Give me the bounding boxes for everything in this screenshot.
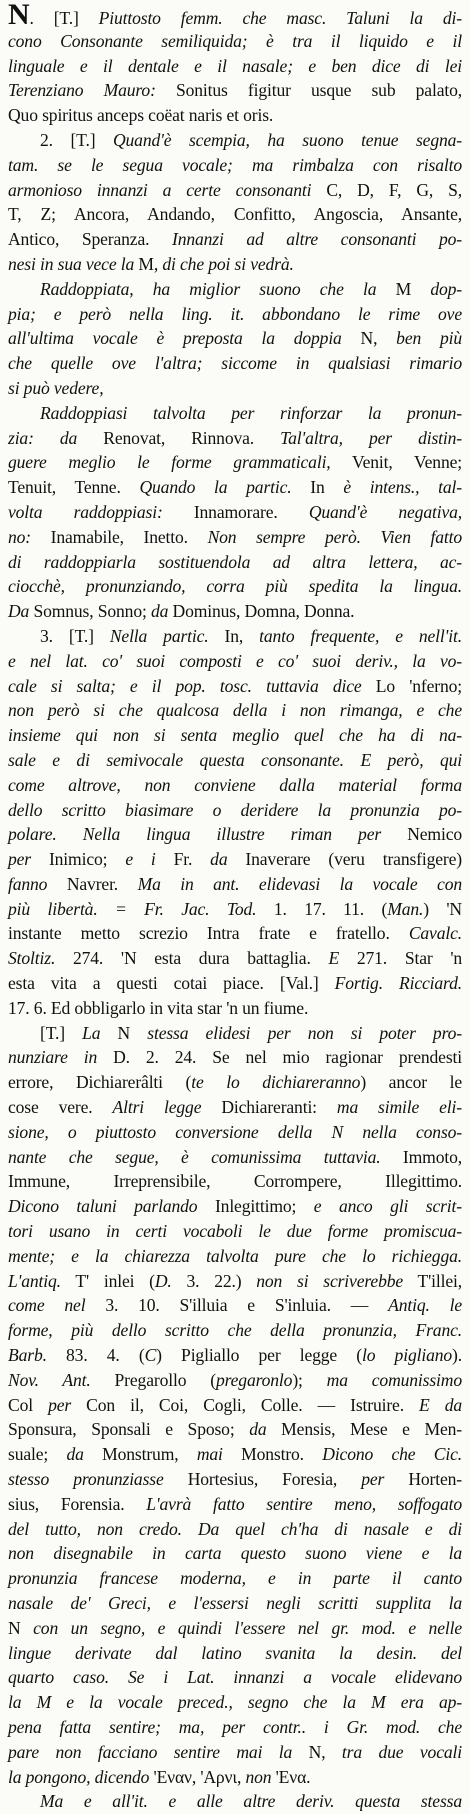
text-line <box>8 1740 462 1765</box>
text-line <box>8 351 462 376</box>
roman-segment: 3. [T.] <box>40 625 110 646</box>
text-line <box>8 1442 462 1467</box>
roman-segment: T' inlei ( <box>60 1270 155 1291</box>
text-line <box>8 1765 462 1790</box>
italic-segment: mai <box>196 1444 223 1465</box>
text-line <box>8 1517 462 1542</box>
text-line <box>8 29 462 54</box>
text-line <box>8 1665 462 1690</box>
roman-segment: Monstrum, <box>83 1444 197 1465</box>
roman-segment: Mensis, Mese e Men- <box>266 1419 462 1440</box>
text-line <box>8 1145 462 1170</box>
text-line <box>8 674 462 699</box>
italic-segment: più libertà. = Fr. Jac. Tod. <box>8 898 257 919</box>
italic-segment: Barb. <box>8 1345 47 1366</box>
italic-segment: da <box>150 601 169 622</box>
italic-segment: di raddoppiarla sostituendola ad altra lettera, ac- <box>8 551 462 572</box>
roman-segment: Dominus, Domna, Donna. <box>168 601 355 622</box>
italic-segment: ciocchè, pronunziando, corra più spedita la lingua. <box>8 576 462 597</box>
italic-segment: ben più <box>396 328 462 349</box>
text-line <box>8 1343 462 1368</box>
roman-segment: 3. 22.) <box>171 1270 257 1291</box>
text-line <box>8 773 462 798</box>
italic-segment: te lo dichiareranno <box>191 1072 361 1093</box>
italic-segment: non <box>245 1766 272 1787</box>
italic-segment: linguale e il dentale e il nasale; e ben dice di lei <box>8 55 462 76</box>
roman-segment: esta vita a questi cotai piace. [Val.] <box>8 973 335 994</box>
roman-segment: errore, Dichiarerâlti ( <box>8 1072 192 1093</box>
text-line <box>8 1566 462 1591</box>
italic-segment: tra due vocali <box>341 1741 462 1762</box>
italic-segment: per <box>8 849 32 870</box>
roman-segment: ) ancor le <box>360 1072 462 1093</box>
text-line <box>8 624 462 649</box>
italic-segment: Quand'è scempia, ha suono tenue segna- <box>112 129 462 150</box>
text-line <box>8 1789 462 1814</box>
italic-segment: è intens., tal- <box>343 477 463 498</box>
italic-segment: L'antiq. <box>8 1270 61 1291</box>
text-line <box>8 1021 462 1046</box>
text-line <box>8 971 462 996</box>
text-line <box>8 1244 462 1269</box>
text-line <box>8 54 462 79</box>
roman-segment: Sonitus figitur usque sub palato, <box>155 80 462 101</box>
text-line <box>8 1492 462 1517</box>
roman-segment: C, D, F, G, S, <box>311 179 462 200</box>
roman-segment: In <box>291 477 344 498</box>
italic-segment: Quand'è negativa, <box>308 501 463 522</box>
italic-segment: come altrove, non conviene dalla material forma <box>8 774 462 795</box>
roman-segment: 2. [T.] <box>40 129 113 150</box>
italic-segment: Altri legge <box>112 1097 202 1118</box>
italic-segment: sale e di semivocale questa consonante. E però, qui <box>8 749 462 770</box>
italic-segment: zia: da <box>8 427 78 448</box>
text-line <box>8 78 462 103</box>
text-line <box>8 1417 462 1442</box>
text-line <box>8 897 462 922</box>
text-line <box>8 1393 462 1418</box>
italic-segment: come nel <box>8 1295 86 1316</box>
text-line <box>8 698 462 723</box>
roman-segment: 1. 17. 11. ( <box>256 898 388 919</box>
roman-segment: Venit, Venne; <box>330 452 462 473</box>
text-line <box>8 847 462 872</box>
roman-segment: Col <box>8 1394 49 1415</box>
entry-text <box>8 0 463 1814</box>
roman-segment: Navrer. <box>47 873 138 894</box>
italic-segment: che quelle ove l'altra; siccome in qualsiasi rimario <box>8 353 462 374</box>
roman-segment: instante metto screzio Intra frate e fratello. <box>8 923 409 944</box>
roman-segment: Immoto, <box>380 1146 462 1167</box>
italic-segment: e anco gli scrit- <box>313 1196 462 1217</box>
roman-segment: 83. 4. ( <box>46 1345 145 1366</box>
roman-segment: [T.] <box>40 1022 83 1043</box>
roman-segment: 17. 6. Ed obbligarlo in vita star 'n un fiume. <box>8 997 309 1018</box>
roman-segment: ). <box>452 1345 462 1366</box>
italic-segment: all'ultima vocale è preposta la doppia <box>8 328 342 349</box>
italic-segment: per <box>48 1394 72 1415</box>
roman-segment: Tenuit, Tenne. <box>8 477 140 498</box>
italic-segment: nasale de' Greci, e l'essersi negli scritti supplita la <box>8 1593 462 1613</box>
roman-segment: M <box>376 278 431 299</box>
italic-segment: Nella partic. <box>109 625 209 646</box>
roman-segment: 'Ενα. <box>271 1766 311 1787</box>
italic-segment: Dicono taluni parlando <box>8 1196 198 1217</box>
italic-segment: Man. <box>387 898 424 919</box>
italic-segment: polare. Nella lingua illustre riman per <box>8 824 382 845</box>
roman-segment: T, Z; Ancora, Andando, Confitto, Angoscia, Ansante, <box>8 204 462 225</box>
roman-segment: T'illei, <box>403 1270 462 1291</box>
text-line <box>8 1169 462 1194</box>
italic-segment: ma simile eli- <box>336 1097 462 1118</box>
text-line <box>8 525 462 550</box>
italic-segment: E <box>328 948 340 969</box>
roman-segment: N, <box>341 328 397 349</box>
italic-segment: da <box>210 849 228 870</box>
text-line <box>8 1293 462 1318</box>
text-line <box>8 1591 462 1616</box>
italic-segment: Tal'altra, per distin- <box>280 427 462 448</box>
italic-segment: pena fatta sentire; ma, per contr.. i Gr. mod. che <box>8 1716 462 1737</box>
text-line <box>8 153 462 178</box>
text-line <box>8 798 462 823</box>
italic-segment: Ma e all'it. e alle altre deriv. questa stessa <box>40 1791 462 1812</box>
text-line <box>8 1045 462 1070</box>
italic-segment: Innanzi ad altre consonanti po- <box>171 229 462 250</box>
italic-segment: cono Consonante semiliquida; è tra il liquido e il <box>8 30 462 51</box>
text-line <box>8 450 462 475</box>
text-line <box>8 1368 462 1393</box>
italic-segment: tanto frequente, e nell'it. <box>259 625 462 646</box>
italic-segment: da <box>249 1419 267 1440</box>
roman-segment: N, <box>292 1741 342 1762</box>
text-line <box>8 649 462 674</box>
roman-segment: Con il, Coi, Cogli, Colle. — Istruire. <box>71 1394 420 1415</box>
text-line <box>8 723 462 748</box>
text-line <box>8 302 462 327</box>
text-line <box>8 376 462 401</box>
text-line <box>8 500 462 525</box>
roman-segment: Inaverare (veru transfigere) <box>227 849 462 870</box>
text-line <box>8 748 462 773</box>
roman-segment: Inimico; <box>31 849 126 870</box>
italic-segment: si può vedere, <box>8 377 104 398</box>
text-line <box>8 550 462 575</box>
roman-segment: Dichiareranti: <box>201 1097 337 1118</box>
roman-segment: 271. Star 'n <box>339 948 462 969</box>
roman-segment: Immune, Irreprensibile, Corrompere, Illegittimo. <box>8 1171 462 1192</box>
italic-segment: non disegnabile in carta questo suono viene e la <box>8 1543 462 1564</box>
italic-segment: nesi in sua vece la <box>8 253 135 274</box>
italic-segment: Raddoppiasi talvolta per rinforzar la pronun- <box>40 402 462 423</box>
italic-segment: la pongono, dicendo <box>8 1766 150 1787</box>
roman-segment: Inamabile, Inetto. <box>31 526 208 547</box>
italic-segment: stessa elidesi per non si poter pro- <box>147 1022 462 1043</box>
italic-segment: non si scriverebbe <box>256 1270 404 1291</box>
italic-segment: del tutto, non credo. Da quel ch'ha di nasale e di <box>8 1518 462 1539</box>
italic-segment: stesso pronunziasse <box>8 1469 164 1490</box>
roman-segment: Hortesius, Foresia, <box>163 1469 362 1490</box>
roman-segment: 3. 10. S'illuia e S'inluia. — <box>85 1295 389 1316</box>
roman-segment: D. 2. 24. Se nel mio ragionar prendesti <box>97 1047 462 1068</box>
roman-segment: Monstro. <box>222 1444 323 1465</box>
italic-segment: lingue derivate dal latino svanita la desin. del <box>8 1642 462 1663</box>
italic-segment: Raddoppiata, ha miglior suono che la <box>40 278 377 299</box>
roman-segment: Lo 'nferno; <box>361 675 462 696</box>
text-line <box>8 1715 462 1740</box>
italic-segment: Stoltiz. <box>8 948 56 969</box>
italic-segment: Ma in ant. elidevasi la vocale con <box>137 873 462 894</box>
text-line <box>8 1690 462 1715</box>
italic-segment: E da <box>419 1394 463 1415</box>
italic-segment: con un segno, e quindi l'essere nel gr. mod. e nelle <box>33 1617 462 1638</box>
text-line <box>8 1120 462 1145</box>
italic-segment: no: <box>8 526 32 547</box>
roman-segment: cose vere. <box>8 1097 113 1118</box>
text-line <box>8 599 462 624</box>
text-line <box>8 1269 462 1294</box>
roman-segment: sius, Forensia. <box>8 1493 147 1514</box>
italic-segment: non però si che qualcosa della i non rimanga, e che <box>8 700 462 721</box>
entry-headword: N <box>8 0 30 31</box>
roman-segment: Inlegittimo; <box>197 1196 314 1217</box>
text-line <box>8 475 462 500</box>
text-line <box>8 202 462 227</box>
roman-segment: suale; <box>8 1444 67 1465</box>
italic-segment: Fortig. Ricciard. <box>334 973 462 994</box>
italic-segment: dello scritto biasimare o deridere la pronunzia po- <box>8 799 462 820</box>
italic-segment: Nov. Ant. <box>8 1369 91 1390</box>
italic-segment: lo pigliano <box>361 1345 453 1366</box>
roman-segment: ) Pigliallo per legge ( <box>156 1345 362 1366</box>
roman-segment: 274. 'N esta dura battaglia. <box>55 948 329 969</box>
text-line: N. [T.] Piuttosto femm. che masc. Taluni la di- <box>8 0 462 31</box>
italic-segment: tam. se le segua vocale; ma rimbalza con risalto <box>8 154 462 175</box>
roman-segment: Pregarollo ( <box>90 1369 216 1390</box>
text-line <box>8 996 462 1021</box>
italic-segment: pia; e però nella ling. it. abbondano le rime ove <box>8 303 462 324</box>
text-line <box>8 1070 462 1095</box>
italic-segment: insieme qui non si senta meglio quel che ha di na- <box>8 725 462 746</box>
italic-segment: dop- <box>430 278 462 299</box>
italic-segment: per <box>361 1469 385 1490</box>
roman-segment: Somnus, Sonno; <box>29 601 151 622</box>
text-line <box>8 1194 462 1219</box>
italic-segment: pare non facciano sentire mai la <box>8 1741 293 1762</box>
roman-segment: N <box>100 1022 148 1043</box>
text-line <box>8 872 462 897</box>
text-line <box>8 326 462 351</box>
italic-segment: Antiq. le <box>388 1295 462 1316</box>
italic-segment: Dicono che Cic. <box>322 1444 463 1465</box>
italic-segment: la M e la vocale preced., segno che la M era ap- <box>8 1692 462 1713</box>
roman-segment: 'Εναν, 'Αρνι, <box>149 1766 246 1787</box>
italic-segment: Non sempre però. Vien fatto <box>207 526 462 547</box>
text-line <box>8 103 462 128</box>
roman-segment: ) 'N <box>423 898 462 919</box>
text-line <box>8 946 462 971</box>
roman-segment: N <box>8 1617 34 1638</box>
italic-segment: da <box>66 1444 84 1465</box>
roman-segment: Renovat, Rinnova. <box>77 427 281 448</box>
roman-segment: Horten- <box>384 1469 463 1490</box>
text-line <box>8 1318 462 1343</box>
italic-segment: nunziare in <box>8 1047 98 1068</box>
italic-segment: volta raddoppiasi: <box>8 501 163 522</box>
text-line <box>8 574 462 599</box>
italic-segment: Cavalc. <box>408 923 462 944</box>
roman-segment: Nemico <box>381 824 462 845</box>
text-line <box>8 1541 462 1566</box>
italic-segment: e nel lat. co' suoi composti e co' suoi deriv., la vo- <box>8 650 462 671</box>
roman-segment: Innamorare. <box>162 501 309 522</box>
text-line <box>8 1219 462 1244</box>
italic-segment: guere meglio le forme grammaticali, <box>8 452 331 473</box>
text-line <box>8 252 462 277</box>
italic-segment: fanno <box>8 873 48 894</box>
italic-segment: cale si salta; e il pop. tosc. tuttavia dice <box>8 675 362 696</box>
text-line <box>8 426 462 451</box>
italic-segment: sione, o piuttosto conversione della N nella conso- <box>8 1121 462 1142</box>
text-line <box>8 1467 462 1492</box>
text-line <box>8 921 462 946</box>
text-line <box>8 1616 462 1641</box>
italic-segment: quarto caso. Se i Lat. innanzi a vocale elidevano <box>8 1667 462 1688</box>
italic-segment: pregaronlo <box>215 1369 293 1390</box>
roman-segment: In, <box>208 625 260 646</box>
italic-segment: Da <box>8 601 30 622</box>
text-line <box>8 277 462 302</box>
italic-segment: di che poi si vedrà. <box>162 253 294 274</box>
italic-segment: mente; e la chiarezza talvolta pure che lo richiegga. <box>8 1245 462 1266</box>
italic-segment: L'avrà fatto sentire meno, soffogato <box>146 1493 462 1514</box>
italic-segment: ma comunissimo <box>326 1369 462 1390</box>
italic-segment: pronunzia francese moderna, e in parte il canto <box>8 1568 462 1589</box>
italic-segment: armonioso innanzi a certe consonanti <box>8 179 312 200</box>
text-line <box>8 401 462 426</box>
roman-segment: Quo spiritus anceps coëat naris et oris. <box>8 105 274 126</box>
italic-segment: tori usano in certi vocaboli le due forme promiscua- <box>8 1221 462 1242</box>
italic-segment: C <box>144 1345 157 1366</box>
italic-segment: e i <box>125 849 156 870</box>
text-line <box>8 1641 462 1666</box>
roman-segment: Antico, Speranza. <box>8 229 172 250</box>
italic-segment: forme, più dello scritto che della pronunzia, Franc. <box>8 1320 462 1341</box>
italic-segment: D. <box>154 1270 172 1291</box>
text-line <box>8 128 462 153</box>
italic-segment: Terenziano Mauro: <box>8 80 156 101</box>
roman-segment: Fr. <box>155 849 211 870</box>
text-line <box>8 1095 462 1120</box>
roman-segment: Sponsura, Sponsali e Sposo; <box>8 1419 250 1440</box>
text-line <box>8 822 462 847</box>
roman-segment: [T.] <box>53 8 99 28</box>
italic-segment: Quando la partic. <box>139 477 292 498</box>
roman-segment: ); <box>292 1369 327 1390</box>
italic-segment: nante che segue, è comunissima tuttavia. <box>8 1146 381 1167</box>
text-line <box>8 227 462 252</box>
italic-segment: La <box>82 1022 101 1043</box>
text-line <box>8 178 462 203</box>
roman-segment: M, <box>134 253 163 274</box>
italic-segment: Piuttosto femm. che masc. Taluni la di- <box>98 8 462 28</box>
